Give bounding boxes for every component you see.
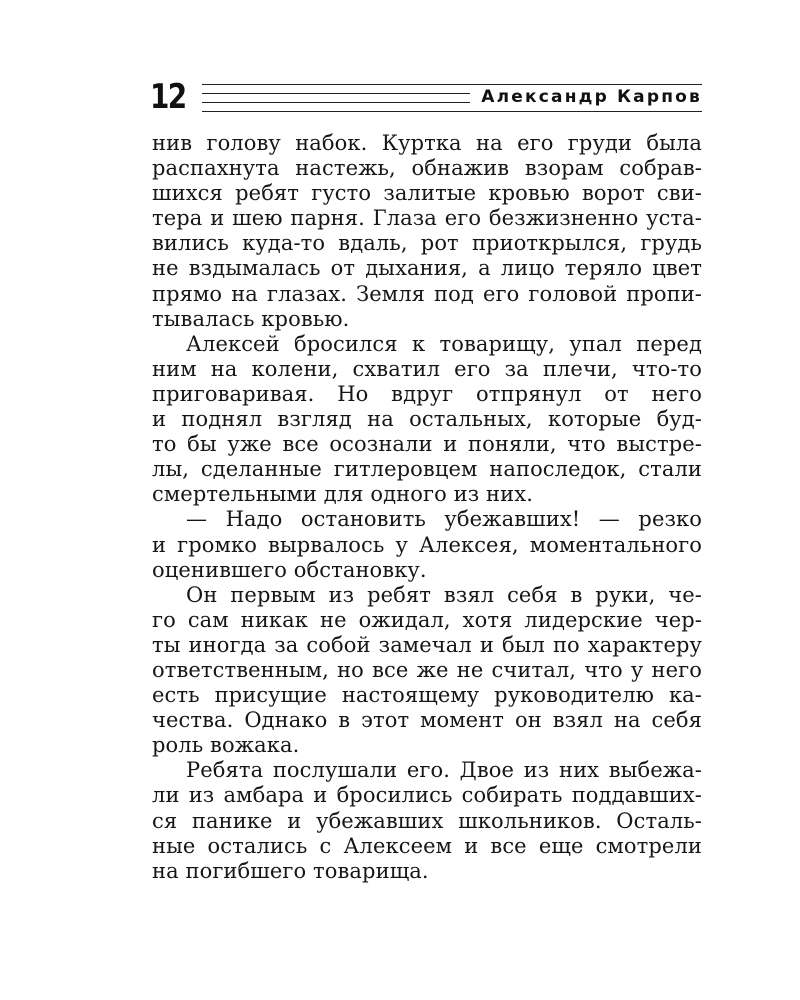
text-line: ты иногда за собой замечал и был по характеру — [152, 632, 702, 657]
text-line: то бы уже все осознали и поняли, что выстре- — [152, 432, 702, 457]
page-number: 12 — [150, 77, 186, 117]
text-line: роль вожака. — [152, 733, 300, 758]
paragraph — [152, 507, 702, 582]
text-line: ся панике и убежавших школьников. Осталь- — [152, 808, 702, 833]
text-line: не вздымалась от дыхания, а лицо теряло цвет — [152, 256, 702, 281]
text-line: смертельными для одного из них. — [152, 482, 533, 507]
body-text — [152, 131, 702, 884]
page-header — [150, 72, 702, 122]
paragraph — [152, 332, 702, 508]
text-line: оценившего обстановку. — [152, 557, 427, 582]
header-rule — [202, 102, 470, 103]
text-line: чества. Однако в этот момент он взял на себя — [152, 708, 702, 733]
paragraph — [152, 131, 702, 332]
text-line: ные остались с Алексеем и все еще смотрели — [152, 833, 702, 858]
text-line: на погибшего товарища. — [152, 858, 429, 883]
text-line: Алексей бросился к товарищу, упал перед — [186, 331, 702, 356]
text-line: лы, сделанные гитлеровцем напоследок, стали — [152, 457, 702, 482]
text-line: нив голову набок. Куртка на его груди была — [152, 131, 702, 155]
paragraph — [152, 758, 702, 883]
text-line: есть присущие настоящему руководителю ка- — [152, 683, 702, 708]
text-line: и громко вырвалось у Алексея, моментального — [152, 532, 702, 557]
text-line: го сам никак не ожидал, хотя лидерские чер- — [152, 607, 702, 632]
text-line: прямо на глазах. Земля под его головой пропи- — [152, 281, 702, 306]
text-line: и поднял взгляд на остальных, которые буд- — [152, 407, 702, 432]
text-line: ним на колени, схватил его за плечи, что-то — [152, 356, 702, 381]
text-line: Он первым из ребят взял себя в руки, че- — [186, 582, 702, 607]
paragraph — [152, 583, 702, 759]
text-line: ли из амбара и бросились собирать поддавших- — [152, 783, 702, 808]
text-line: вились куда-то вдаль, рот приоткрылся, грудь — [152, 231, 702, 256]
text-line: — Надо остановить убежавших! — резко — [186, 507, 702, 532]
text-line: ответственным, но все же не считал, что у него — [152, 657, 702, 682]
text-line: распахнута настежь, обнажив взорам собрав- — [152, 156, 702, 181]
header-rule — [202, 111, 702, 112]
running-head-author: Александр Карпов — [475, 85, 702, 109]
text-line: приговаривая. Но вдруг отпрянул от него — [152, 381, 702, 406]
text-line: тывалась кровью. — [152, 306, 350, 331]
text-line: тера и шею парня. Глаза его безжизненно уста- — [152, 206, 702, 231]
header-rule — [202, 93, 470, 94]
text-line: шихся ребят густо залитые кровью ворот сви- — [152, 181, 702, 206]
text-line: Ребята послушали его. Двое из них выбежа- — [186, 758, 702, 783]
